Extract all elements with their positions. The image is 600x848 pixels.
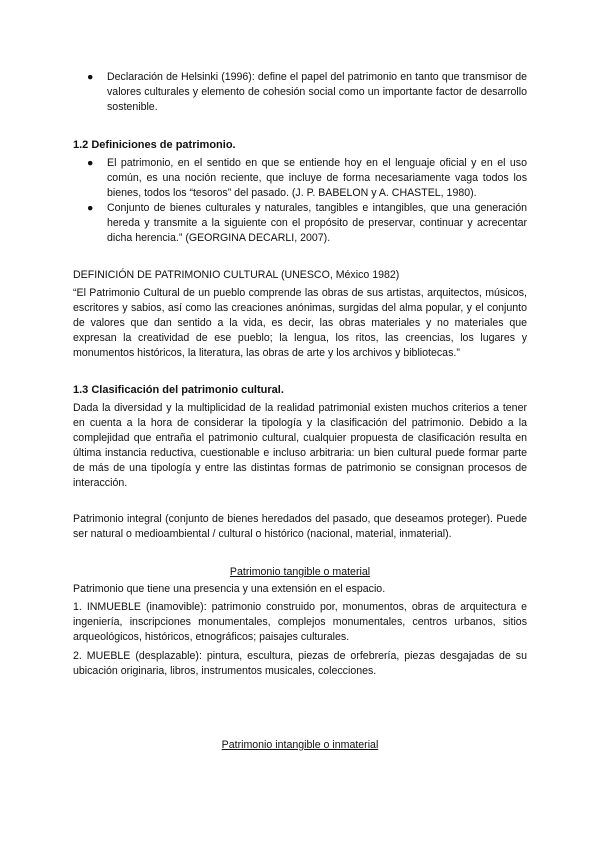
list-item: [73, 156, 527, 201]
tangible-intro: Patrimonio que tiene una presencia y una extensión en el espacio.: [73, 583, 386, 595]
babelon-definition: El patrimonio, en el sentido en que se entiende hoy en el lenguaje oficial y en el uso común, es una noción reciente, que incluye de forma necesariamente vaga todos los bienes, todos los “tesoros” del pasado. (J. P. BABELON y A. CHASTEL, 1980).: [107, 157, 527, 199]
bullet-icon: ●: [87, 202, 94, 214]
intangible-title: Patrimonio intangible o inmaterial: [221, 739, 379, 751]
tangible-title: Patrimonio tangible o material: [229, 566, 371, 578]
list-item: [73, 201, 527, 246]
intro-bullet-list: [73, 70, 527, 115]
list-item: [73, 70, 527, 115]
bullet-icon: ●: [87, 71, 94, 83]
integral-paragraph: Patrimonio integral (conjunto de bienes heredados del pasado, que deseamos proteger). Puede ser natural o medioambiental / cultural o histórico (nacional, material, inmaterial).: [73, 513, 527, 540]
section-1-3-body: Dada la diversidad y la multiplicidad de la realidad patrimonial existen muchos criterios a tener en cuenta a la hora de considerar la tipología y la clasificación del patrimonio. Debido a la complejidad que entraña el patrimonio cultural, cualquier propuesta de clasificación resulta en última instancia reductiva, cuestionable e incluso arbitraria: un bien cultural puede formar parte de más de una tipología y entre las distintas formas de patrimonio se consignan procesos de interacción.: [73, 402, 527, 489]
bullet-icon: ●: [87, 157, 94, 169]
unesco-quote: “El Patrimonio Cultural de un pueblo comprende las obras de sus artistas, arquitectos, músicos, escritores y sabios, así como las creaciones anónimas, surgidas del alma popular, y el conjunto de valores que dan sentido a la vida, es decir, las obras materiales y no materiales que expresan la creatividad de ese pueblo; la lengua, los ritos, las creencias, los lugares y monumentos históricos, la literatura, las obras de arte y los archivos y bibliotecas.”: [73, 287, 527, 359]
decarli-definition: Conjunto de bienes culturales y naturales, tangibles e intangibles, que una generación hereda y transmite a la siguiente con el propósito de preservar, continuar y acrecentar dicha herencia.” (GEORGINA DECARLI, 2007).: [107, 202, 527, 244]
inmueble-item: 1. INMUEBLE (inamovible): patrimonio construido por, monumentos, obras de arquitectura e ingeniería, inscripciones monumentales, complejos monumentales, centros urbanos, sitios arqueológicos, históricos, etnográficos; paisajes culturales.: [73, 601, 527, 643]
section-1-3-heading: 1.3 Clasificación del patrimonio cultural.: [73, 384, 284, 396]
unesco-title: DEFINICIÓN DE PATRIMONIO CULTURAL (UNESCO, México 1982): [73, 269, 400, 281]
definitions-bullet-list: [73, 156, 527, 246]
section-1-2-heading: 1.2 Definiciones de patrimonio.: [73, 139, 236, 151]
mueble-item: 2. MUEBLE (desplazable): pintura, escultura, piezas de orfebrería, piezas desgajadas de su ubicación originaria, libros, instrumentos musicales, colecciones.: [73, 650, 527, 677]
helsinki-text: Declaración de Helsinki (1996): define el papel del patrimonio en tanto que transmisor de valores culturales y elemento de cohesión social como un importante factor de desarrollo sostenible.: [107, 71, 527, 113]
